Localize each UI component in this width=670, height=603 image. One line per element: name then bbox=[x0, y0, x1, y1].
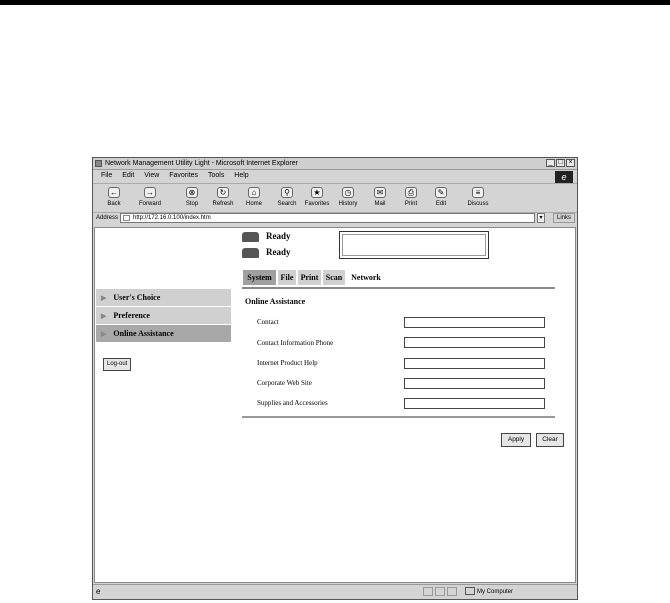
history-button[interactable] bbox=[331, 187, 365, 208]
edit-icon: ✎ bbox=[435, 187, 447, 198]
arrow-right-icon: ▶ bbox=[101, 330, 107, 338]
tab-file[interactable]: File bbox=[278, 270, 296, 285]
sidebar-item-users-choice[interactable] bbox=[96, 289, 231, 307]
contact-field[interactable] bbox=[404, 317, 545, 328]
browser-toolbar bbox=[93, 183, 577, 213]
mail-icon: ✉ bbox=[374, 187, 386, 198]
stop-button[interactable] bbox=[175, 187, 209, 208]
tab-network[interactable]: Network bbox=[351, 273, 381, 282]
discuss-button[interactable] bbox=[461, 187, 495, 208]
scanner-status: Ready bbox=[266, 247, 291, 257]
arrow-right-icon: ▶ bbox=[101, 294, 107, 302]
address-dropdown-button[interactable]: ▾ bbox=[537, 213, 545, 223]
web-site-label: Corporate Web Site bbox=[257, 379, 312, 387]
status-bar bbox=[93, 584, 577, 599]
page-top-bar bbox=[0, 0, 670, 5]
status-panel bbox=[339, 231, 489, 259]
refresh-button[interactable] bbox=[206, 187, 240, 208]
back-button[interactable] bbox=[97, 187, 131, 208]
ie-window-icon bbox=[95, 160, 102, 167]
favorites-icon: ★ bbox=[311, 187, 323, 198]
menu-favorites[interactable]: Favorites bbox=[169, 172, 199, 179]
divider bbox=[242, 416, 555, 418]
stop-label: Stop bbox=[185, 201, 199, 207]
supplies-field[interactable] bbox=[404, 398, 545, 409]
mail-button[interactable] bbox=[363, 187, 397, 208]
mail-label: Mail bbox=[374, 201, 386, 207]
tab-bar bbox=[242, 269, 555, 289]
history-label: History bbox=[338, 201, 358, 207]
back-arrow-icon: ← bbox=[110, 188, 118, 197]
links-button[interactable]: Links bbox=[553, 213, 575, 223]
home-icon: ⌂ bbox=[248, 187, 260, 198]
menu-view[interactable]: View bbox=[144, 172, 160, 179]
scanner-icon bbox=[242, 248, 259, 258]
product-help-label: Internet Product Help bbox=[257, 359, 318, 367]
forward-arrow-icon: → bbox=[146, 188, 154, 197]
browser-window bbox=[92, 157, 578, 600]
menu-bar bbox=[93, 170, 577, 182]
title-bar bbox=[93, 158, 577, 170]
maximize-button[interactable]: □ bbox=[556, 159, 565, 167]
tab-print[interactable]: Print bbox=[298, 270, 321, 285]
refresh-label: Refresh bbox=[212, 201, 234, 207]
back-label: Back bbox=[107, 201, 121, 207]
sidebar-item-online-assistance[interactable] bbox=[96, 325, 231, 343]
discuss-icon: ≡ bbox=[472, 187, 484, 198]
favorites-label: Favorites bbox=[304, 201, 330, 207]
sidebar-item-label: Preference bbox=[113, 311, 150, 320]
menu-edit[interactable]: Edit bbox=[122, 172, 135, 179]
address-label: Address bbox=[96, 215, 119, 221]
clear-button[interactable]: Clear bbox=[536, 433, 564, 447]
menu-help[interactable]: Help bbox=[234, 172, 249, 179]
favorites-button[interactable] bbox=[300, 187, 334, 208]
address-bar bbox=[93, 212, 577, 224]
page-done-icon: e bbox=[96, 587, 101, 596]
product-help-field[interactable] bbox=[404, 358, 545, 369]
page-content bbox=[94, 227, 576, 583]
menu-tools[interactable]: Tools bbox=[208, 172, 225, 179]
web-site-field[interactable] bbox=[404, 378, 545, 389]
ie-logo-icon: e bbox=[555, 171, 573, 183]
zone-label: My Computer bbox=[477, 589, 514, 595]
zone-indicator bbox=[465, 585, 513, 599]
home-label: Home bbox=[245, 201, 262, 207]
edit-button[interactable] bbox=[424, 187, 458, 208]
edit-label: Edit bbox=[435, 201, 447, 207]
contact-phone-label: Contact Information Phone bbox=[257, 339, 334, 347]
print-icon: ⎙ bbox=[405, 187, 417, 198]
sidebar-item-label: User's Choice bbox=[113, 293, 161, 302]
address-url: http://172.16.0.100/index.htm bbox=[133, 215, 211, 221]
menu-file[interactable]: File bbox=[101, 172, 113, 179]
print-button[interactable] bbox=[394, 187, 428, 208]
page-icon bbox=[123, 215, 130, 221]
refresh-icon: ↻ bbox=[217, 187, 229, 198]
apply-button[interactable]: Apply bbox=[501, 433, 531, 447]
stop-icon: ⊗ bbox=[186, 187, 198, 198]
discuss-label: Discuss bbox=[467, 201, 489, 207]
search-button[interactable] bbox=[270, 187, 304, 208]
section-title: Online Assistance bbox=[245, 297, 306, 306]
search-label: Search bbox=[277, 201, 297, 207]
forward-label: Forward bbox=[138, 201, 161, 207]
sidebar-item-label: Online Assistance bbox=[113, 329, 174, 338]
close-button[interactable]: × bbox=[566, 159, 575, 167]
address-input[interactable] bbox=[120, 213, 535, 223]
minimize-button[interactable]: _ bbox=[546, 159, 555, 167]
sidebar-item-preference[interactable] bbox=[96, 307, 231, 325]
device-status-printer bbox=[242, 231, 291, 242]
printer-icon bbox=[242, 232, 259, 242]
contact-label: Contact bbox=[257, 318, 279, 326]
computer-icon bbox=[465, 587, 475, 595]
device-status-scanner bbox=[242, 247, 291, 258]
home-button[interactable] bbox=[237, 187, 271, 208]
history-icon: ◷ bbox=[342, 187, 354, 198]
printer-status: Ready bbox=[266, 231, 291, 241]
logout-button[interactable]: Log-out bbox=[103, 358, 131, 371]
window-title: Network Management Utility Light - Microsoft Internet Explorer bbox=[105, 160, 298, 167]
arrow-right-icon: ▶ bbox=[101, 312, 107, 320]
tab-scan[interactable]: Scan bbox=[323, 270, 345, 285]
supplies-label: Supplies and Accessories bbox=[257, 399, 328, 407]
print-label: Print bbox=[404, 201, 418, 207]
forward-button[interactable] bbox=[133, 187, 167, 208]
search-icon: ⚲ bbox=[281, 187, 293, 198]
contact-phone-field[interactable] bbox=[404, 337, 545, 348]
tab-system[interactable]: System bbox=[243, 270, 276, 285]
